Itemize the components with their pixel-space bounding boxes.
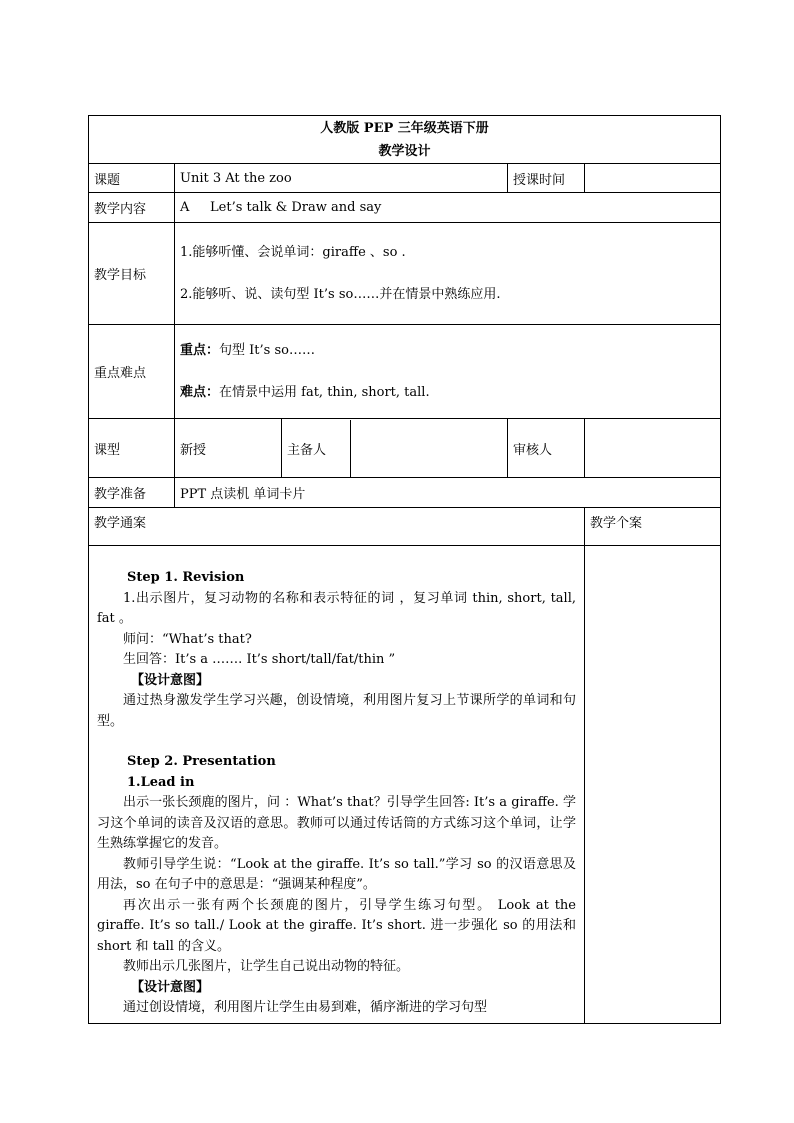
step2-subtitle: 1.Lead in bbox=[127, 774, 195, 790]
topic-label: 课题 bbox=[89, 164, 175, 193]
objectives-cell bbox=[175, 223, 721, 325]
document-title: 人教版 PEP 三年级英语下册 bbox=[320, 120, 489, 136]
design-intent-1-text: 通过热身激发学生学习兴趣，创设情境，利用图片复习上节课所学的单词和句型。 bbox=[97, 693, 576, 729]
content-label: 教学内容 bbox=[89, 193, 175, 223]
content-value: A Let’s talk & Draw and say bbox=[175, 193, 721, 223]
step1-paragraph-1: 1.出示图片，复习动物的名称和表示特征的词 ，复习单词 thin, short, tall, fat 。 bbox=[97, 590, 576, 626]
key-point-text: 句型 It’s so…… bbox=[219, 342, 315, 358]
keypoints-row bbox=[89, 325, 721, 419]
lesson-plan-table bbox=[88, 115, 721, 1024]
time-value bbox=[585, 164, 721, 193]
individual-plan-label: 教学个案 bbox=[585, 508, 721, 546]
keypoints-label: 重点难点 bbox=[89, 325, 175, 419]
title-row bbox=[89, 116, 721, 164]
step1-paragraph-3: 生回答：It’s a ……. It’s short/tall/fat/thin ” bbox=[123, 652, 396, 667]
design-intent-2-text: 通过创设情境，利用图片让学生由易到难，循序渐进的学习句型 bbox=[123, 1000, 488, 1015]
step1-title: Step 1. Revision bbox=[127, 570, 245, 585]
key-point-label: 重点： bbox=[180, 342, 220, 358]
objective-1: 1.能够听懂、会说单词：giraffe 、so . bbox=[180, 244, 406, 260]
design-intent-2-title: 【设计意图】 bbox=[131, 979, 210, 995]
objectives-row bbox=[89, 223, 721, 325]
type-row bbox=[89, 419, 721, 478]
type-label: 课型 bbox=[89, 419, 175, 478]
difficulty-label: 难点： bbox=[180, 384, 220, 400]
plan-body-row bbox=[89, 546, 721, 1024]
time-label: 授课时间 bbox=[508, 164, 585, 193]
step2-title: Step 2. Presentation bbox=[127, 754, 276, 769]
step2-paragraph-3: 再次出示一张有两个长颈鹿的图片，引导学生练习句型。 Look at the giraffe. It’s so tall./ Look at the giraffe. It’s short. 进一步强化 so 的用法和 short 和 tall 的含义。 bbox=[97, 897, 576, 954]
step2-paragraph-4: 教师出示几张图片，让学生自己说出动物的特征。 bbox=[123, 959, 410, 974]
type-value: 新授 bbox=[175, 419, 282, 478]
step1-paragraph-2: 师问：“What’s that? bbox=[123, 631, 252, 647]
plan-body-cell bbox=[89, 546, 585, 1024]
content-row bbox=[89, 193, 721, 223]
plan-header-row bbox=[89, 508, 721, 546]
prep-label: 教学准备 bbox=[89, 478, 175, 508]
design-intent-1-title: 【设计意图】 bbox=[131, 672, 210, 688]
preparer-cell bbox=[282, 419, 508, 478]
reviewer-value bbox=[585, 419, 721, 478]
step2-paragraph-1: 出示一张长颈鹿的图片，问 ：What’s that？引导学生回答: It’s a giraffe. 学习这个单词的读音及汉语的意思。教师可以通过传话筒的方式练习这个单词，让学生熟练掌握它的发音。 bbox=[97, 795, 576, 851]
reviewer-label: 审核人 bbox=[508, 419, 585, 478]
step2-paragraph-2: 教师引导学生说：“Look at the giraffe. It’s so tall.”学习 so 的汉语意思及用法，so 在句子中的意思是：“强调某种程度”。 bbox=[97, 856, 576, 892]
difficulty-text: 在情景中运用 fat, thin, short, tall. bbox=[219, 384, 430, 400]
prep-row bbox=[89, 478, 721, 508]
topic-row bbox=[89, 164, 721, 193]
document-subtitle: 教学设计 bbox=[378, 143, 431, 159]
objective-2: 2.能够听、说、读句型 It’s so……并在情景中熟练应用. bbox=[180, 286, 501, 302]
topic-value: Unit 3 At the zoo bbox=[175, 164, 508, 193]
preparer-label: 主备人 bbox=[282, 420, 350, 477]
individual-plan-cell bbox=[585, 546, 721, 1024]
prep-value: PPT 点读机 单词卡片 bbox=[175, 478, 721, 508]
common-plan-label: 教学通案 bbox=[89, 508, 585, 546]
title-cell bbox=[89, 116, 721, 164]
keypoints-cell bbox=[175, 325, 721, 419]
objectives-label: 教学目标 bbox=[89, 223, 175, 325]
preparer-value bbox=[350, 420, 507, 477]
